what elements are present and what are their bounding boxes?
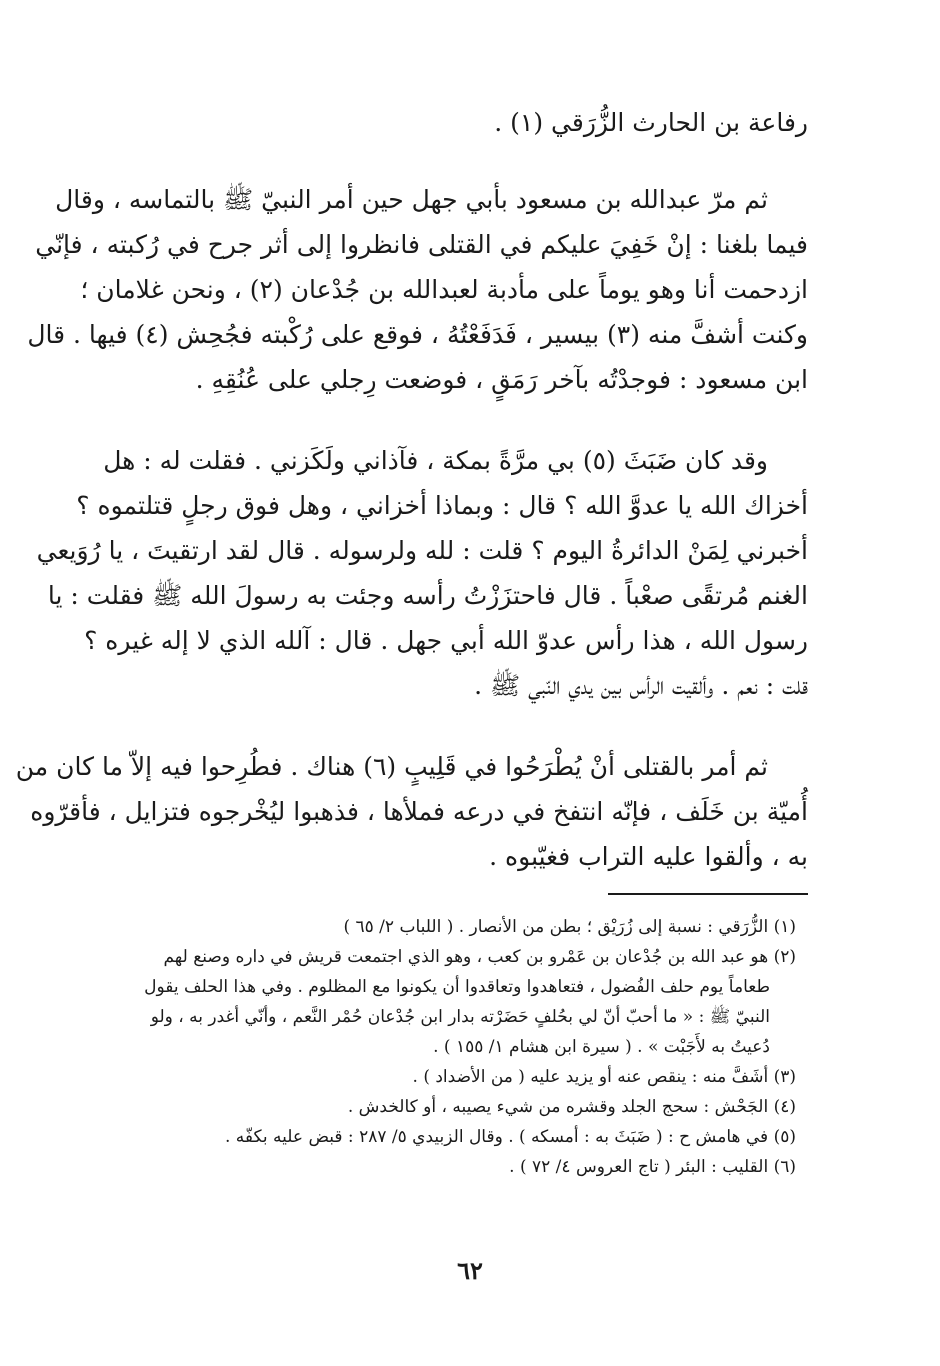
footnote-1: (١) الزُّرَقي : نسبة إلى زُرَيْق ؛ بطن من الأنصار . ( اللباب ٢/ ٦٥ ) [343, 917, 796, 937]
footnote-5: (٥) في هامش ح : ( ضَبَثَ به : أمسكه ) . وقال الزبيدي ٥/ ٢٨٧ : قبض عليه بكفّه . [224, 1127, 796, 1147]
text-line: ثم مرّ عبدالله بن مسعود بأبي جهل حين أمر النبيّ ﷺ بالتماسه ، وقال [55, 185, 768, 214]
text-line: فيما بلغنا : إنْ خَفِيَ عليكم في القتلى فانظروا إلى أثر جرح في رُكبته ، فإنّي [35, 230, 808, 259]
paragraph-4 [15, 744, 808, 879]
footnote-3: (٣) أشَفَّ منه : ينقص عنه أو يزيد عليه ( من الأضداد ) . [412, 1067, 796, 1087]
text-line: رفاعة بن الحارث الزُّرَقي (١) . [494, 108, 808, 137]
footnote-6: (٦) القليب : البئر ( تاج العروس ٤/ ٧٢ ) . [509, 1157, 796, 1177]
text-line: أُميّة بن خَلَف ، فإنّه انتفخ في درعه فملأها ، فذهبوا ليُخْرجوه فتزايل ، فأقرّوه [30, 797, 808, 826]
text-line: ابن مسعود : فوجدْتُه بآخر رَمَقٍ ، فوضعت رِجلي على عُنُقِهِ . [195, 365, 808, 394]
paragraph-3 [36, 438, 808, 708]
paragraph-2 [27, 177, 808, 402]
main-text [15, 96, 808, 879]
footnote-divider [608, 893, 808, 895]
text-line: به ، وألقوا عليه التراب فغيّبوه . [489, 842, 808, 871]
text-line: ازدحمت أنا وهو يوماً على مأدبة لعبدالله بن جُدْعان (٢) ، ونحن غلامان ؛ [80, 275, 808, 304]
text-line: وقد كان ضَبَثَ (٥) بي مرَّةً بمكة ، فآذاني ولَكَزني . فقلت له : هل [103, 446, 768, 475]
page-number: ٦٢ [457, 1256, 483, 1285]
footnote-2-continuation: دُعيتُ به لأَجَبْت » . ( سيرة ابن هشام ١/ ١٥٥ ) . [433, 1037, 770, 1057]
paragraph-1 [96, 100, 808, 145]
text-line: وكنت أشفَّ منه (٣) بيسير ، فَدَفَعْتُهُ ، فوقع على رُكْبته فجُحِش (٤) فيها . قال [27, 320, 808, 349]
footnote-2-continuation: طعاماً يوم حلف الفُضول ، فتعاهدوا وتعاقدوا أن يكونوا مع المظلوم . وفي هذا الحلف يقول [144, 977, 770, 997]
text-line: أخزاك الله يا عدوَّ الله ؟ قال : وبماذا أخزاني ، وهل فوق رجلٍ قتلتموه ؟ [76, 491, 808, 520]
footnote-2: (٢) هو عبد الله بن جُدْعان بن عَمْرو بن كعب ، وهو الذي اجتمعت قريش في داره وصنع لهم [163, 947, 796, 967]
text-line: ثم أمر بالقتلى أنْ يُطْرَحُوا في قَلِيبٍ (٦) هناك . فطُرِحوا فيه إلاّ ما كان من [15, 752, 768, 781]
footnote-4: (٤) الجَحْش : سحج الجلد وقشره من شيء يصيبه ، أو كالخدش . [347, 1097, 796, 1117]
footnotes [112, 912, 796, 1182]
text-line: الغنم مُرتقًى صعْباً . قال فاحتزَزْتُ رأسه وجئت به رسولَ الله ﷺ فقلت : يا [47, 581, 808, 610]
text-line: قلت : نعم . وألقيت الرأس بين يدي النّبي ﷺ . [474, 671, 808, 700]
text-line: رسول الله ، هذا رأس عدوّ الله أبي جهل . قال : آلله الذي لا إله غيره ؟ [84, 626, 808, 655]
text-line: أخبرني لِمَنْ الدائرةُ اليوم ؟ قلت : لله ولرسوله . قال لقد ارتقيتَ ، يا رُوَيعي [36, 536, 808, 565]
footnote-2-continuation: النبيّ ﷺ : « ما أحبّ أنّ لي بحُلفٍ حَضَرْته بدار ابن جُدْعان حُمْر النَّعم ، وأنّي أغدر به ، ولو [150, 1007, 770, 1027]
